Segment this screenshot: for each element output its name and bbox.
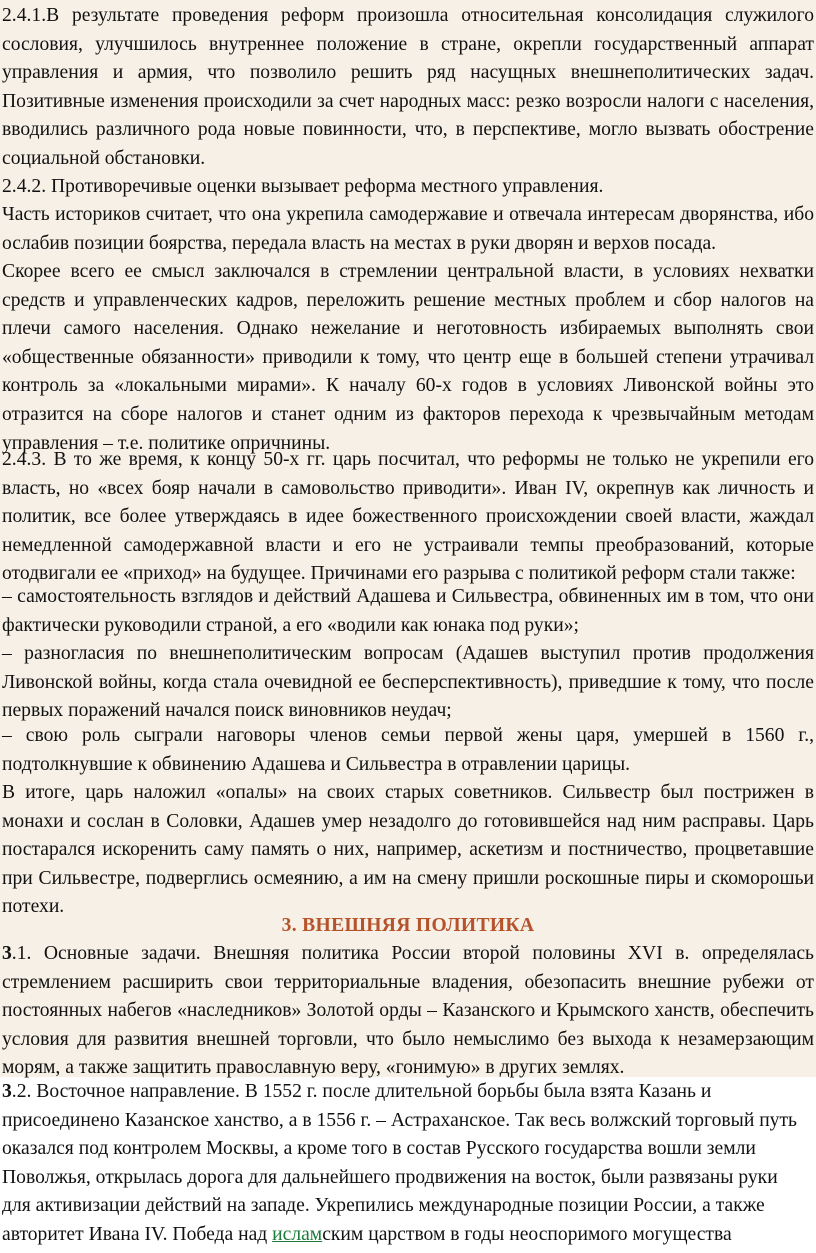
paragraph-3-2: [2, 1078, 802, 1250]
paragraph-2-4-1: 2.4.1.В результате проведения реформ произошла относительная консолидация служилого сословия, улучшилось внутреннее положение в стране, окрепли государственный аппарат управления и армия, что позволило решить ряд насущных внешнеполитических задач. Позитивные изменения происходили за счет народных масс: резко возросли налоги с населения, вводились различного рода новые повинности, что, в перспективе, могло вызвать обострение социальной обстановки.: [2, 5, 814, 169]
paragraph-3-2-text: .2. Восточное направление. В 1552 г. после длительной борьбы была взята Казань и присоединено Казанское ханство, а в 1556 г. – Астраханское. Так весь волжский торговый путь оказался под контролем Москвы, а кроме того в состав Русского государства вошли земли Поволжья, открылась дорога для дальнейшего продвижения на восток, были развязаны руки для активизации действий на западе. Укрепились международные позиции России, а также авторитет Ивана IV. Победа над: [2, 1081, 797, 1245]
section-number: 3: [2, 943, 12, 964]
islam-link[interactable]: ислам: [272, 1223, 323, 1245]
paragraph-2-4-2-a: Часть историков считает, что она укрепила самодержавие и отвечала интересам дворянства, ибо ослабив позиции боярства, передала власть на местах в руки дворян и верхов посада.: [2, 204, 814, 254]
list-item-3: – свою роль сыграли наговоры членов семьи первой жены царя, умершей в 1560 г., подтолкнувшие к обвинению Адашева и Сильвестра в отравлении царицы.: [2, 725, 814, 775]
paragraph-3-1-text: .1. Основные задачи. Внешняя политика России второй половины XVI в. определялась стремлением расширить свои территориальные владения, обезопасить внешние рубежи от постоянных набегов «наследников» Золотой орды – Казанского и Крымского ханств, обеспечить условия для развития внешней торговли, что было немыслимо без выхода к незамерзающим морям, а также защитить православную веру, «гонимую» в других землях.: [2, 943, 814, 1079]
list-item-1: – самостоятельность взглядов и действий Адашева и Сильвестра, обвиненных им в том, что они фактически руководили страной, а его «водили как юнака под руки»;: [2, 586, 814, 636]
section-heading: 3. ВНЕШНЯЯ ПОЛИТИКА: [281, 915, 535, 936]
paragraph-2-4-3: 2.4.3. В то же время, к концу 50-х гг. царь посчитал, что реформы не только не укрепили его власть, но «всех бояр начали в самовольство приводити». Иван IV, окрепнув как личность и политик, все более утверждаясь в идее божественного происхождении своей власти, жаждал немедленной самодержавной власти и его не устраивали темпы преобразований, которые отодвигали ее «приход» на будущее. Причинами его разрыва с политикой реформ стали также:: [2, 449, 814, 585]
list-item-2: – разногласия по внешнеполитическим вопросам (Адашев выступил против продолжения Ливонской войны, когда стала очевидной ее бесперспективность), приведшие к тому, что после первых поражений начался поиск виновников неудач;: [2, 643, 814, 722]
paragraph-3-1: [2, 940, 814, 1083]
paragraph-2-4-2-title: 2.4.2. Противоречивые оценки вызывает реформа местного управления.: [2, 176, 604, 197]
section-number: 3: [2, 1081, 12, 1102]
paragraph-3-2-tail: ским царством в годы неоспоримого могущества: [322, 1223, 732, 1245]
paragraph-result: В итоге, царь наложил «опалы» на своих старых советников. Сильвестр был пострижен в монахи и сослан в Соловки, Адашев умер незадолго до готовившейся над ним расправы. Царь постарался искоренить саму память о них, например, аскетизм и постничество, процветавшие при Сильвестре, подверглись осмеянию, а им на смену пришли роскошные пиры и скоморошьи потехи.: [2, 782, 814, 918]
paragraph-2-4-2-b: Скорее всего ее смысл заключался в стремлении центральной власти, в условиях нехватки средств и управленческих кадров, переложить решение местных проблем и сбор налогов на плечи самого населения. Однако нежелание и неготовность избираемых выполнять свои «общественные обязанности» приводили к тому, что центр еще в большей степени утрачивал контроль за «локальными мирами». К началу 60-х годов в условиях Ливонской войны это отразится на сборе налогов и станет одним из факторов перехода к чрезвычайным методам управления – т.е. политике опричнины.: [2, 261, 814, 454]
